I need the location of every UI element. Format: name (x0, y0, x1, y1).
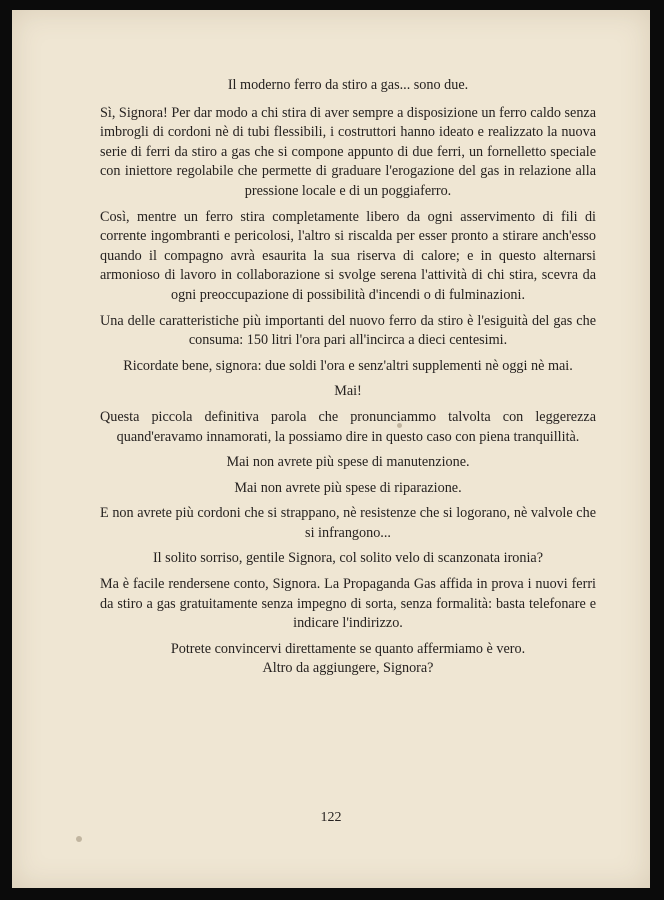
paragraph: Mai! (334, 383, 362, 400)
paragraph: Potrete convincervi direttamente se quanto affermiamo è vero. (170, 640, 526, 657)
paragraph: Così, mentre un ferro stira completamente libero da ogni asservimento di fili di corrente ingombranti e pericolosi, l'altro si riscalda per esser pronto a stirare anch'esso quando il compagno avrà esaurita la sua riserva di calore; e in questo alternarsi armonioso di lavoro in collaborazione si svolge serena l'attività di chi stira, scevra da ogni preoccupazione di possibilità d'incendi o di fulminazioni. (100, 208, 596, 303)
paragraph: Una delle caratteristiche più importanti del nuovo ferro da stiro è l'esiguità del gas che consuma: 150 litri l'ora pari all'incirca a dieci centesimi. (100, 312, 596, 349)
book-page (12, 10, 650, 888)
paragraph: Sì, Signora! Per dar modo a chi stira di aver sempre a disposizione un ferro caldo senza imbrogli di cordoni nè di tubi flessibili, i costruttori hanno ideato e realizzato la nuova serie di ferri da stiro a gas che si compone appunto di due ferri, un fornelletto speciale con iniettore regolabile che permette di graduare l'erogazione del gas in relazione alla pressione locale e di un poggiaferro. (100, 104, 597, 199)
paper-speck (397, 423, 402, 428)
paragraph: Mai non avrete più spese di riparazione. (234, 479, 462, 496)
paragraph: Ma è facile rendersene conto, Signora. La Propaganda Gas affida in prova i nuovi ferri da stiro a gas gratuitamente senza impegno di sorta, senza formalità: basta telefonare e indicare l'indirizzo. (100, 576, 596, 632)
paragraph: E non avrete più cordoni che si strappano, nè resistenze che si logorano, nè valvole che si infrangono... (100, 505, 596, 541)
paragraph: Ricordate bene, signora: due soldi l'ora e senz'altri supplementi nè oggi nè mai. (123, 357, 573, 374)
paragraph: Altro da aggiungere, Signora? (262, 660, 434, 677)
page-heading: Il moderno ferro da stiro a gas... sono due. (227, 77, 469, 93)
paragraph: Il solito sorriso, gentile Signora, col solito velo di scanzonata ironia? (152, 550, 544, 567)
page-number: 122 (320, 810, 342, 825)
text-block (100, 76, 596, 685)
paper-speck (76, 836, 82, 842)
paragraph: Mai non avrete più spese di manutenzione. (226, 454, 470, 471)
paragraph: Questa piccola definitiva parola che pronunciammo talvolta con leggerezza quand'eravamo innamorati, la possiamo dire in questo caso con piena tranquillità. (100, 408, 596, 445)
